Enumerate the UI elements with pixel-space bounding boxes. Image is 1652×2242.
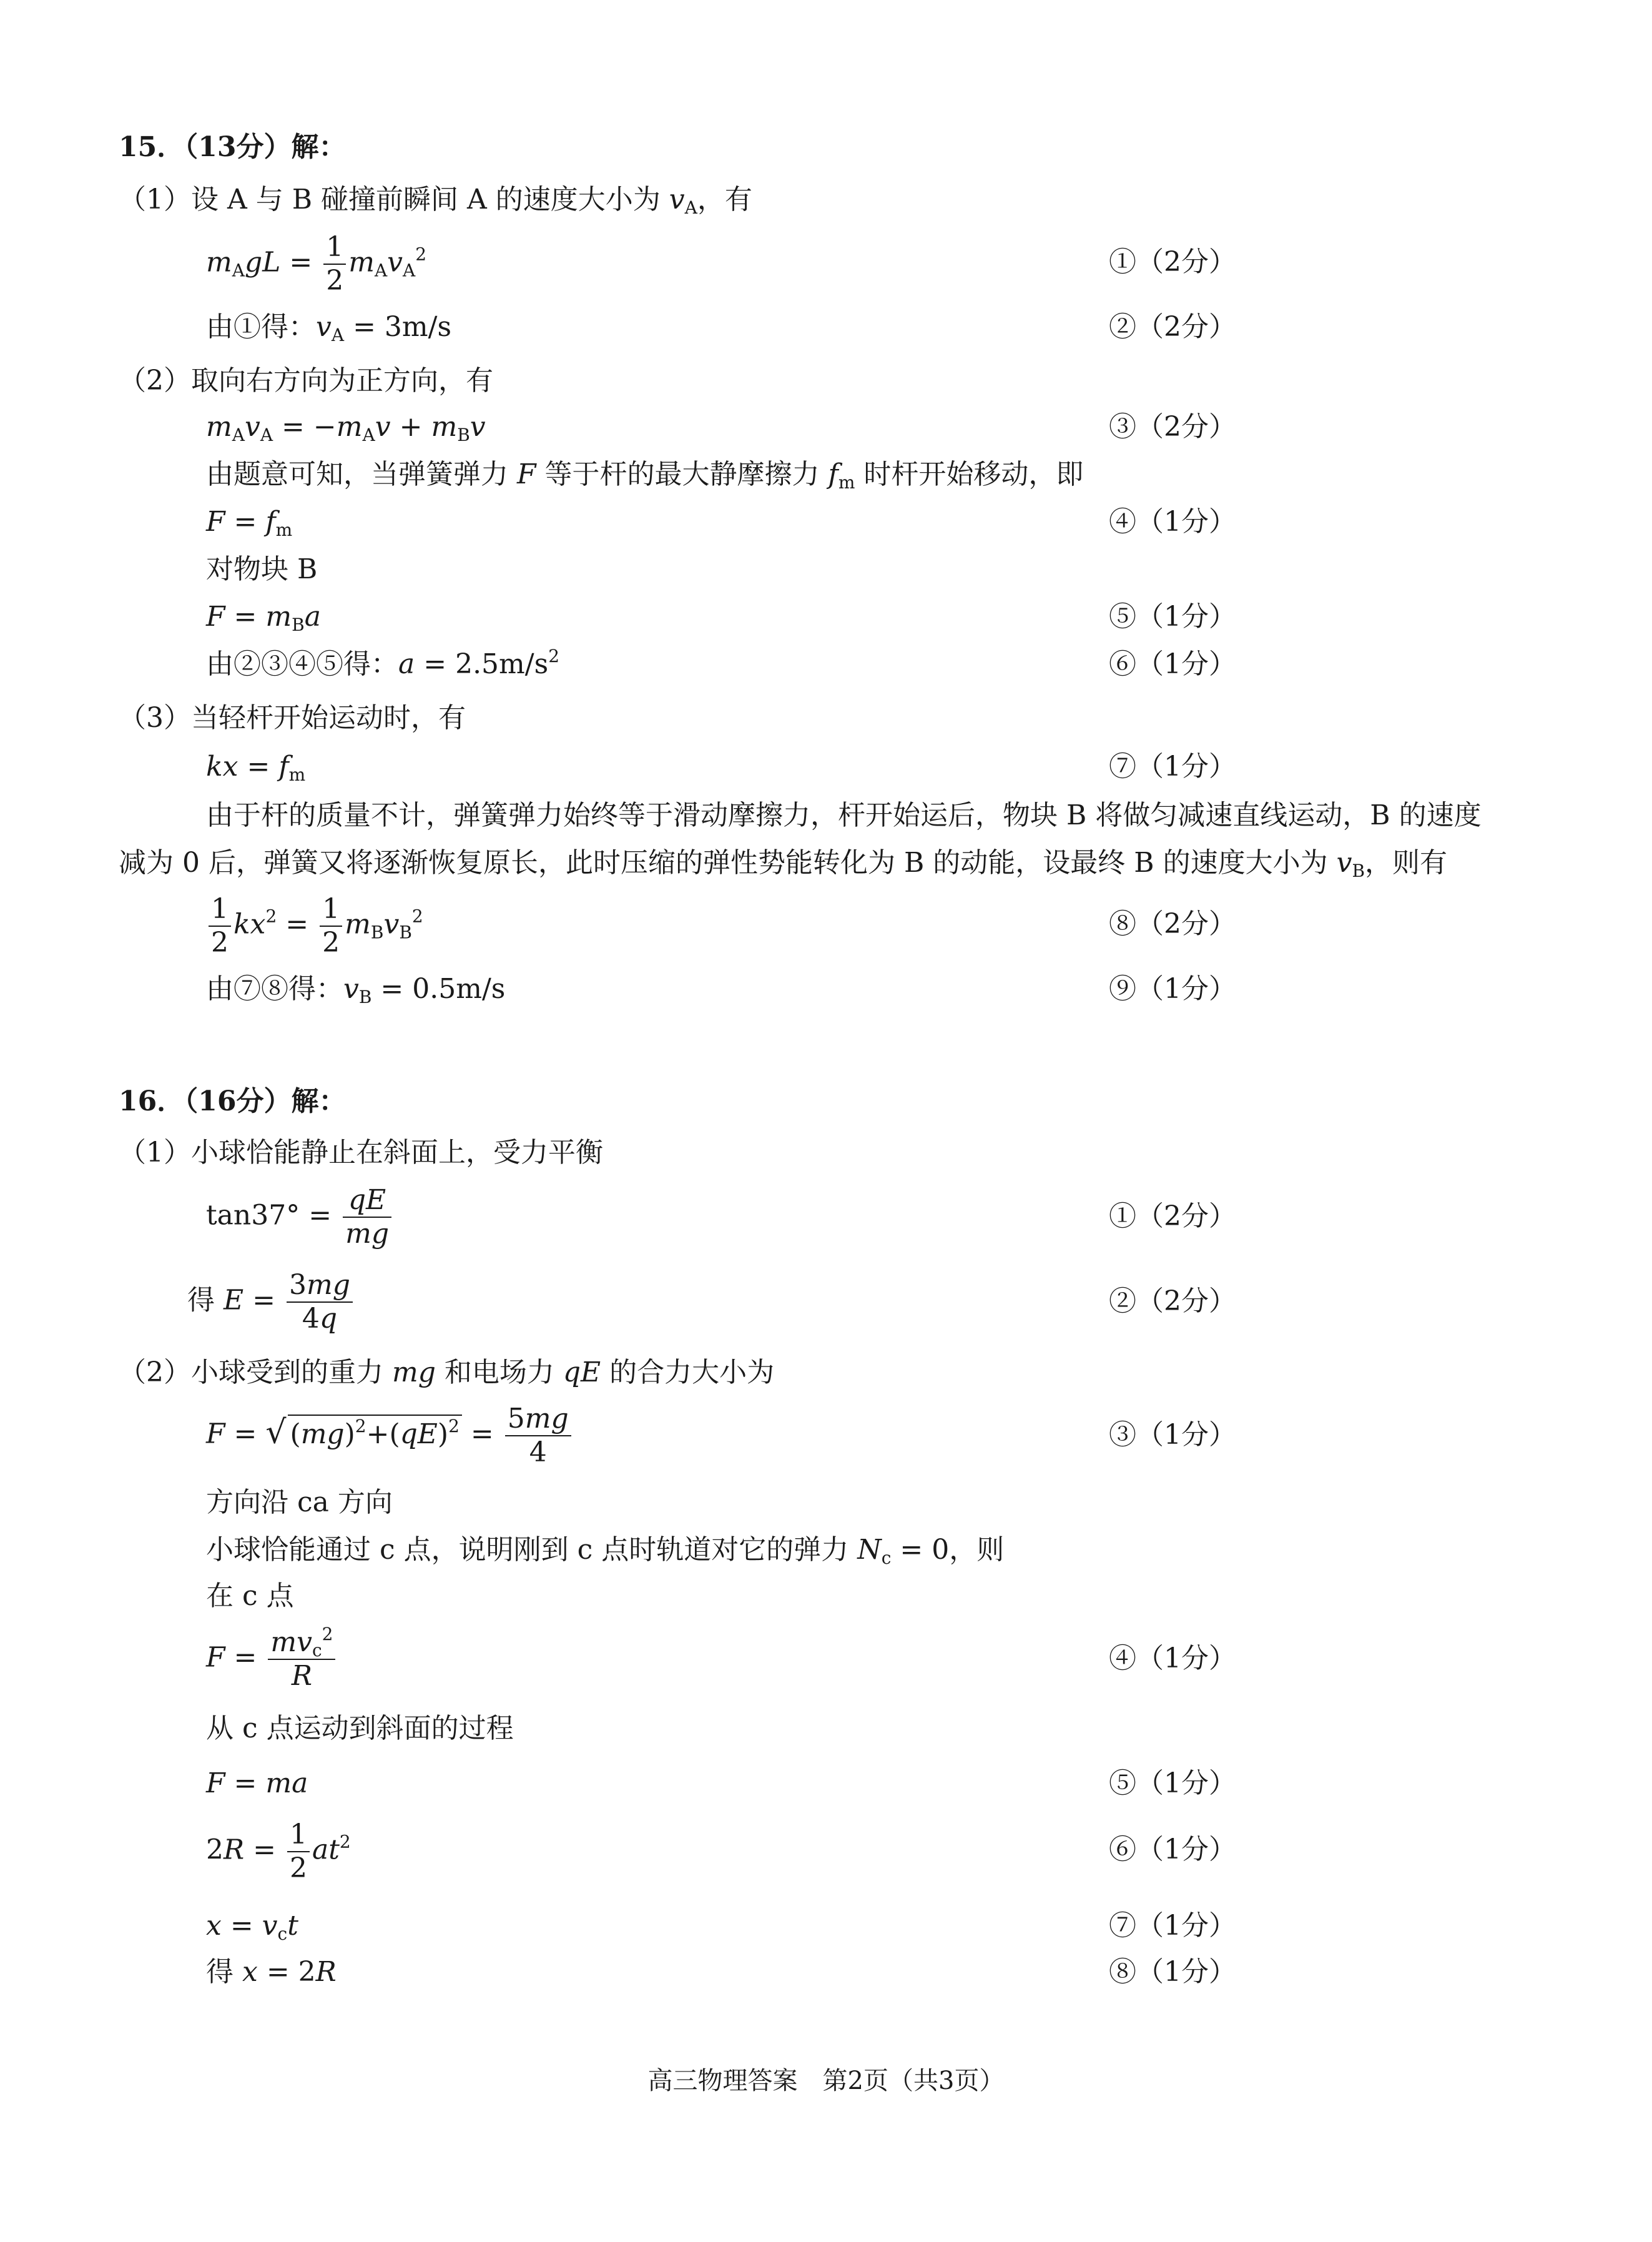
q15-score-6: ⑥（1分） [1109,648,1236,680]
q15-eq-newton: $F = m_Ba$ [206,601,321,635]
q16-result-x: 得 x = 2R [206,1956,337,1988]
q16-score-5: ⑤（1分） [1109,1767,1236,1799]
q15-part3-intro: （3）当轻杆开始运动时，有 [119,702,466,734]
q16-score-6: ⑥（1分） [1109,1834,1236,1865]
q16-score-2: ②（2分） [1109,1285,1236,1317]
q15-text-analysis-1: 由于杆的质量不计，弹簧弹力始终等于滑动摩擦力，杆开始运后，物块 B 将做匀减速直线运动，B 的速度 [206,799,1482,831]
q16-score-4: ④（1分） [1109,1642,1236,1674]
q16-eq-e: 得 E = $\frac{3mg}{4q}$ [187,1269,355,1335]
q16-eq-centripetal: F = $mv_c^2$ R [206,1626,338,1692]
q15-score-7: ⑦（1分） [1109,751,1236,783]
q15-result-vb: 由⑦⑧得：$v_B = 0.5m/s$ [206,973,506,1007]
page-footer: 高三物理答案 第2页（共3页） [647,2067,1005,2095]
q16-score-8: ⑧（1分） [1109,1956,1236,1988]
q15-eq-energy: $\frac{1}{2}$ $kx^2$ = $\frac{1}{2}$ $m_Bv_B^2$ [206,893,423,959]
q16-eq-newton: F = ma [206,1767,308,1799]
q16-text-point-c: 小球恰能通过 c 点，说明刚到 c 点时轨道对它的弹力 $N_c = 0$，则 [206,1534,1005,1568]
q16-score-7: ⑦（1分） [1109,1910,1236,1942]
q16-part2-intro: （2）小球受到的重力 mg 和电场力 qE 的合力大小为 [119,1356,775,1388]
q16-text-direction: 方向沿 ca 方向 [206,1486,393,1518]
q15-score-5: ⑤（1分） [1109,601,1236,633]
q15-eq1: $m_AgL$ = $\frac{1}{2}$ $m_Av_A^2$ [206,231,427,297]
q15-part1-intro: （1）设 A 与 B 碰撞前瞬间 A 的速度大小为 $v_A$，有 [119,184,752,218]
q15-result-va: 由①得：$v_A = 3m/s$ [206,311,452,345]
q16-text-motion: 从 c 点运动到斜面的过程 [206,1712,514,1744]
q16-score-1: ①（2分） [1109,1200,1236,1232]
q15-score-9: ⑨（1分） [1109,973,1236,1005]
q16-part1-intro: （1）小球恰能静止在斜面上，受力平衡 [119,1137,603,1168]
q15-text-spring: 由题意可知，当弹簧弹力 F 等于杆的最大静摩擦力 $f_m$ 时杆开始移动，即 [206,458,1084,493]
q16-title: 16．（16分）解： [119,1085,347,1117]
q16-eq-resultant: F = √ (mg)$^2$+(qE)$^2$ = $\frac{5mg}{4}$ [206,1403,574,1469]
q15-text-analysis-2: 减为 0 后，弹簧又将逐渐恢复原长，此时压缩的弹性势能转化为 B 的动能，设最终 B 的速度大小为 $v_B$，则有 [119,847,1448,881]
q16-text-at-c: 在 c 点 [206,1580,294,1612]
q15-part2-intro: （2）取向右方向为正方向，有 [119,365,493,397]
q15-result-a: 由②③④⑤得：$a = 2.5m/s^2$ [206,646,560,680]
q15-eq-kx: kx = $f_m$ [206,751,306,785]
q16-eq-displacement: 2R = $\frac{1}{2}$ $at^2$ [206,1819,351,1884]
q15-score-4: ④（1分） [1109,506,1236,538]
q15-score-2: ②（2分） [1109,311,1236,343]
q15-score-1: ①（2分） [1109,246,1236,278]
q15-score-8: ⑧（2分） [1109,908,1236,940]
q15-score-3: ③（2分） [1109,411,1236,443]
q15-eq-momentum: $m_Av_A = -m_Av + m_Bv$ [206,411,486,445]
q15-eq-force: $F = f_m$ [206,506,293,540]
q16-score-3: ③（1分） [1109,1419,1236,1451]
q15-text-block-b: 对物块 B [206,553,318,585]
q15-title: 15．（13分）解： [119,131,347,163]
q16-eq-horizontal: $x = v_ct$ [206,1910,298,1944]
q16-eq-tan: tan37° = $\frac{qE}{mg}$ [206,1184,394,1250]
